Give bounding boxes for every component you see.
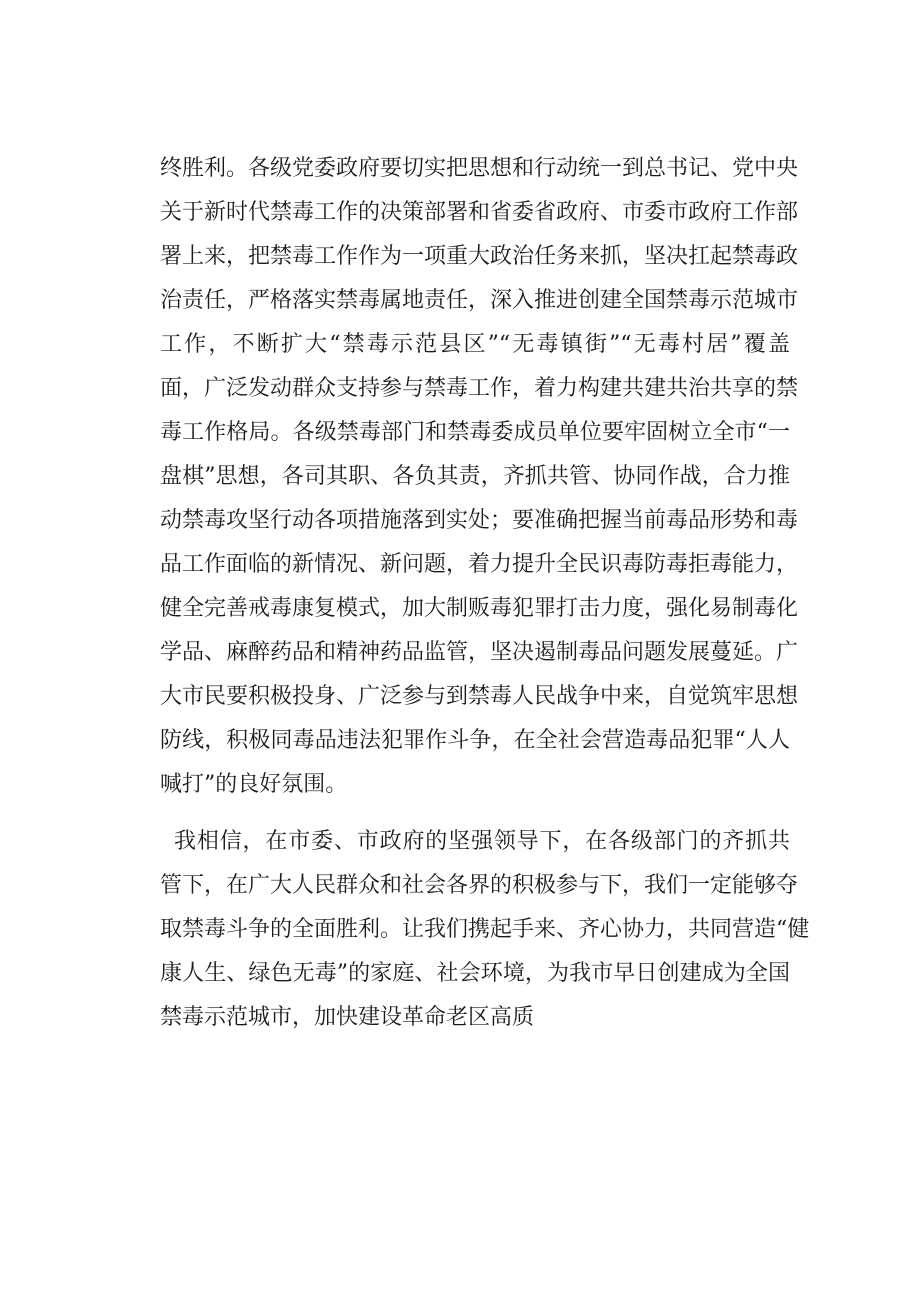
text-line: 终胜利。各级党委政府要切实把思想和行动统一到总书记、党中央 [160, 156, 799, 181]
text-line: 康人生、绿色无毒”的家庭、社会环境，为我市早日创建成为全国 [160, 961, 790, 986]
text-line: 关于新时代禁毒工作的决策部署和省委省政府、市委市政府工作部 [160, 200, 799, 225]
text-line: 喊打”的良好氛围。 [160, 772, 348, 797]
text-line: 健全完善戒毒康复模式，加大制贩毒犯罪打击力度，强化易制毒化 [160, 596, 799, 621]
text-line: 禁毒示范城市，加快建设革命老区高质 [160, 1005, 535, 1030]
text-line: 取禁毒斗争的全面胜利。让我们携起手来、齐心协力，共同营造“健 [160, 917, 810, 942]
text-line: 管下，在广大人民群众和社会各界的积极参与下，我们一定能够夺 [160, 873, 799, 898]
text-line: 治责任，严格落实禁毒属地责任，深入推进创建全国禁毒示范城市 [160, 288, 799, 313]
text-line: 学品、麻醉药品和精神药品监管，坚决遏制毒品问题发展蔓延。广 [160, 640, 799, 665]
body-paragraph-2 [160, 820, 810, 1040]
body-paragraph-1 [160, 147, 799, 807]
text-line: 品工作面临的新情况、新问题，着力提升全民识毒防毒拒毒能力， [160, 552, 799, 577]
text-line: 盘棋”思想，各司其职、各负其责，齐抓共管、协同作战，合力推 [160, 464, 790, 489]
text-line: 面，广泛发动群众支持参与禁毒工作，着力构建共建共治共享的禁 [160, 376, 799, 401]
text-line: 署上来，把禁毒工作作为一项重大政治任务来抓，坚决扛起禁毒政 [160, 244, 799, 269]
text-line: 工作，不断扩大“禁毒示范县区”“无毒镇街”“无毒村居”覆盖 [160, 332, 790, 357]
text-line: 动禁毒攻坚行动各项措施落到实处；要准确把握当前毒品形势和毒 [160, 508, 799, 533]
text-line: 我相信，在市委、市政府的坚强领导下，在各级部门的齐抓共 [174, 829, 790, 854]
text-line: 防线，积极同毒品违法犯罪作斗争，在全社会营造毒品犯罪“人人 [160, 728, 790, 753]
text-line: 毒工作格局。各级禁毒部门和禁毒委成员单位要牢固树立全市“一 [160, 420, 790, 445]
text-line: 大市民要积极投身、广泛参与到禁毒人民战争中来，自觉筑牢思想 [160, 684, 799, 709]
